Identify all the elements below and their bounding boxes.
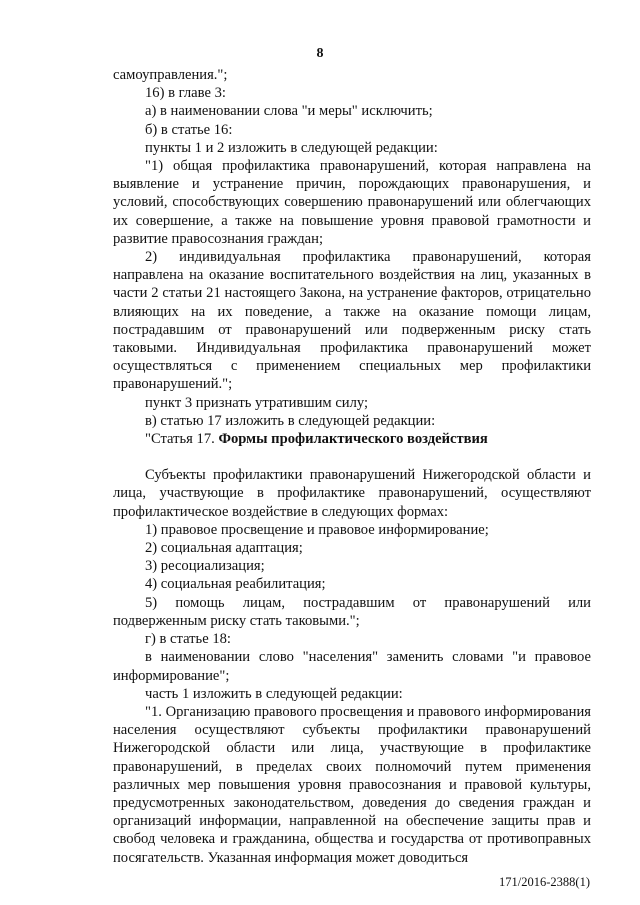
article-title: Формы профилактического воздействия bbox=[218, 431, 488, 448]
paragraph: "1) общая профилактика правонарушений, которая направлена на выявление и устранение причин, порождающих правонарушения, и условий, способствующих совершению правонарушений или облегчающих их совершение, а также на повышение уровня правовой грамотности и развитие правосознания граждан; bbox=[113, 158, 591, 247]
article-prefix: "Статья 17. bbox=[145, 431, 219, 448]
page-number: 8 bbox=[316, 46, 324, 61]
document-body bbox=[113, 66, 591, 867]
paragraph: 1) правовое просвещение и правовое информирование; bbox=[145, 521, 489, 538]
paragraph: 2) социальная адаптация; bbox=[145, 540, 303, 557]
paragraph: 16) в главе 3: bbox=[145, 85, 226, 102]
paragraph: Субъекты профилактики правонарушений Нижегородской области и лица, участвующие в профилактике правонарушений, осуществляют профилактическое воздействие в следующих формах: bbox=[113, 467, 591, 520]
paragraph: в) статью 17 изложить в следующей редакции: bbox=[145, 412, 436, 429]
paragraph: а) в наименовании слова "и меры" исключить; bbox=[145, 103, 433, 120]
paragraph: 5) помощь лицам, пострадавшим от правонарушений или подверженным риску стать таковыми."; bbox=[113, 594, 591, 629]
paragraph: 2) индивидуальная профилактика правонарушений, которая направлена на оказание воспитательного воздействия на лиц, указанных в части 2 статьи 21 настоящего Закона, на устранение факторов, отрицательно влияющих на их поведение, а также на оказание помощи лицам, пострадавшим от правонарушений или подверженным риску стать таковыми. Индивидуальная профилактика правонарушений может осуществляться с применением специальных мер профилактики правонарушений."; bbox=[113, 249, 591, 393]
paragraph: 3) ресоциализация; bbox=[145, 558, 265, 575]
paragraph: г) в статье 18: bbox=[145, 631, 231, 648]
article-heading bbox=[113, 430, 591, 448]
document-code: 171/2016-2388(1) bbox=[499, 875, 590, 889]
spacer bbox=[113, 448, 591, 466]
paragraph: часть 1 изложить в следующей редакции: bbox=[145, 685, 403, 702]
paragraph: "1. Организацию правового просвещения и правового информирования населения осуществляют субъекты профилактики правонарушений Нижегородской области или лица, участвующие в профилактике правонарушений, в пределах своих полномочий путем применения различных мер повышения уровня правосознания и правовой культуры, предусмотренных законодательством, доведения до сведения граждан и организаций информации, направленной на обеспечение защиты прав и свобод человека и гражданина, общества и государства от противоправных посягательств. Указанная информация может доводиться bbox=[113, 703, 591, 866]
paragraph: самоуправления."; bbox=[113, 67, 228, 83]
paragraph: пункт 3 признать утратившим силу; bbox=[145, 394, 369, 411]
paragraph: 4) социальная реабилитация; bbox=[145, 576, 326, 593]
paragraph: пункты 1 и 2 изложить в следующей редакции: bbox=[145, 139, 438, 156]
paragraph: в наименовании слово "населения" заменить словами "и правовое информирование"; bbox=[113, 649, 591, 684]
paragraph: б) в статье 16: bbox=[145, 121, 233, 138]
